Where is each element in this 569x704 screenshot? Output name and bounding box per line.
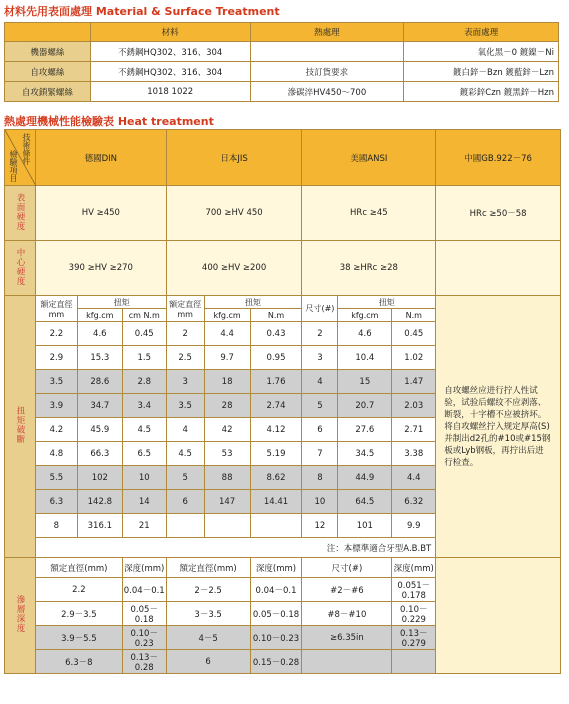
- torque-cell: 21: [122, 514, 166, 538]
- torque-cell: [166, 514, 204, 538]
- heat-cell: 滲碳淬HV450～700: [250, 82, 404, 102]
- torque-cell: 5: [166, 466, 204, 490]
- depth-cell: 0.051－0.178: [392, 578, 436, 602]
- depth-cell: 0.05－0.18: [250, 602, 302, 626]
- surface-din: HV ≥450: [35, 186, 166, 241]
- dia-b-header: 額定直徑mm: [166, 296, 204, 322]
- torque-cell: 66.3: [77, 442, 122, 466]
- heat-table: [4, 129, 561, 674]
- torque-cell: 14: [122, 490, 166, 514]
- torque-cell: 5.19: [250, 442, 302, 466]
- standard-gb: 中國GB.922－76: [436, 130, 561, 186]
- standard-ansi: 美國ANSI: [302, 130, 436, 186]
- torque-cell: 316.1: [77, 514, 122, 538]
- depth-header-row: [5, 558, 561, 578]
- depth-cell: 2.2: [35, 578, 122, 602]
- torque-cell: 2.71: [392, 418, 436, 442]
- torque-cell: 14.41: [250, 490, 302, 514]
- torque-cell: 3.5: [166, 394, 204, 418]
- size-header: 尺寸(#): [302, 296, 338, 322]
- row-label: 自攻螺絲: [5, 62, 91, 82]
- depth-cell: 4－5: [166, 626, 250, 650]
- torque-cell: 6.32: [392, 490, 436, 514]
- torque-cell: 28: [204, 394, 250, 418]
- core-ansi: 38 ≥HRc ≥28: [302, 241, 436, 296]
- torque-cell: 64.5: [338, 490, 392, 514]
- surface-ansi: HRc ≥45: [302, 186, 436, 241]
- torque-cell: 45.9: [77, 418, 122, 442]
- heat-heading: 熱處理機械性能檢驗表 Heat treatment: [4, 115, 214, 128]
- torque-cell: 6.3: [35, 490, 77, 514]
- material-row: [5, 82, 559, 102]
- torque-cell: 4.5: [122, 418, 166, 442]
- unit-nm: N.m: [392, 309, 436, 322]
- torque-cell: 1.02: [392, 346, 436, 370]
- depth-header: 額定直徑(mm): [166, 558, 250, 578]
- depth-cell: 0.10－0.229: [392, 602, 436, 626]
- torque-cell: 18: [204, 370, 250, 394]
- torque-cell: 2.2: [35, 322, 77, 346]
- unit-kgfcm: kfg.cm: [77, 309, 122, 322]
- core-gb-empty: [436, 241, 561, 296]
- depth-cell: 3.9－5.5: [35, 626, 122, 650]
- unit-kgfcm: kfg.cm: [204, 309, 250, 322]
- torque-cell: 28.6: [77, 370, 122, 394]
- torque-cell: 34.5: [338, 442, 392, 466]
- torque-cell: 2.74: [250, 394, 302, 418]
- torque-cell: 2: [166, 322, 204, 346]
- torque-cell: 2.8: [122, 370, 166, 394]
- corner-diagonal: [5, 130, 36, 186]
- depth-cell: 6: [166, 650, 250, 674]
- depth-cell: 0.04－0.1: [250, 578, 302, 602]
- depth-cell: 6.3－8: [35, 650, 122, 674]
- depth-cell: 2－2.5: [166, 578, 250, 602]
- torque-cell: 2.9: [35, 346, 77, 370]
- torque-note: 注：本標準適合牙型A.B.BT: [35, 538, 435, 558]
- core-jis: 400 ≥HV ≥200: [166, 241, 302, 296]
- torque-cell: 53: [204, 442, 250, 466]
- torque-cell: 2.5: [166, 346, 204, 370]
- torque-cell: 142.8: [77, 490, 122, 514]
- depth-cell: ≥6.35in: [302, 626, 392, 650]
- torque-cell: 4.2: [35, 418, 77, 442]
- material-cell: 不銹鋼HQ302、316、304: [90, 62, 250, 82]
- torque-cell: 102: [77, 466, 122, 490]
- depth-cell: 3－3.5: [166, 602, 250, 626]
- torque-cell: 15.3: [77, 346, 122, 370]
- surface-cell: 氧化黑－0 鍍鎳－Ni: [404, 42, 559, 62]
- torque-label: 扭矩破斷: [5, 296, 36, 558]
- torque-cell: 4: [302, 370, 338, 394]
- material-heading: 材料先用表面處理 Material & Surface Treatment: [4, 5, 280, 18]
- depth-header: 深度(mm): [122, 558, 166, 578]
- unit-kgfcm: kfg.cm: [338, 309, 392, 322]
- torque-cell: 1.5: [122, 346, 166, 370]
- torque-cell: 4.8: [35, 442, 77, 466]
- depth-header: 尺寸(#): [302, 558, 392, 578]
- depth-header: 額定直徑(mm): [35, 558, 122, 578]
- torque-cell: 7: [302, 442, 338, 466]
- torque-cell: 8.62: [250, 466, 302, 490]
- torque-cell: 4.12: [250, 418, 302, 442]
- torque-cell: 3: [302, 346, 338, 370]
- depth-cell: 0.10－0.23: [122, 626, 166, 650]
- torque-cell: 1.76: [250, 370, 302, 394]
- torque-cell: 8: [35, 514, 77, 538]
- heat-cell: [250, 42, 404, 62]
- torque-header-row: [5, 296, 561, 309]
- torque-cell: 2: [302, 322, 338, 346]
- surface-cell: 鍍彩鋅Czn 鍍黑鋅－Hzn: [404, 82, 559, 102]
- torque-cell: 3: [166, 370, 204, 394]
- torque-cell: 6.5: [122, 442, 166, 466]
- material-cell: 不銹鋼HQ302、316、304: [90, 42, 250, 62]
- torque-cell: 101: [338, 514, 392, 538]
- torque-cell: 9.9: [392, 514, 436, 538]
- material-corner: [5, 23, 91, 42]
- torque-cell: 5.5: [35, 466, 77, 490]
- material-table: [4, 22, 559, 102]
- depth-cell: 0.05－0.18: [122, 602, 166, 626]
- torque-cell: 20.7: [338, 394, 392, 418]
- heat-cell: 技訂貨要求: [250, 62, 404, 82]
- depth-header: 深度(mm): [392, 558, 436, 578]
- heat-header: 熱處理: [250, 23, 404, 42]
- standard-din: 德國DIN: [35, 130, 166, 186]
- torque-cell: 8: [302, 466, 338, 490]
- torque-cell: 10: [302, 490, 338, 514]
- depth-cell: 0.10－0.23: [250, 626, 302, 650]
- torque-cell: 10.4: [338, 346, 392, 370]
- core-hardness-label: 中心硬度: [5, 241, 36, 296]
- surface-header: 表面處理: [404, 23, 559, 42]
- corner-bottom-label: 檢驗項目: [9, 150, 18, 182]
- torque-cell: 4.4: [392, 466, 436, 490]
- surface-gb: HRc ≥50－58: [436, 186, 561, 241]
- depth-cell: 0.13－0.28: [122, 650, 166, 674]
- torque-cell: 4: [166, 418, 204, 442]
- torque-cell: 0.45: [392, 322, 436, 346]
- torque-cell: 10: [122, 466, 166, 490]
- torque-cell: 27.6: [338, 418, 392, 442]
- torque-cell: 88: [204, 466, 250, 490]
- depth-header: 深度(mm): [250, 558, 302, 578]
- corner-top-label: 技術條件: [21, 133, 31, 165]
- torque-cell: 9.7: [204, 346, 250, 370]
- torque-cell: 5: [302, 394, 338, 418]
- torque-cell: 4.5: [166, 442, 204, 466]
- core-hardness-row: [5, 241, 561, 296]
- depth-side-blank: [436, 558, 561, 674]
- torque-cell: 44.9: [338, 466, 392, 490]
- depth-cell: #2－#6: [302, 578, 392, 602]
- row-label: 機器螺絲: [5, 42, 91, 62]
- torque-cell: 2.03: [392, 394, 436, 418]
- material-cell: 1018 1022: [90, 82, 250, 102]
- unit-cmnm: cm N.m: [122, 309, 166, 322]
- depth-cell: [392, 650, 436, 674]
- standard-jis: 日本JIS: [166, 130, 302, 186]
- torque-cell: 4.6: [338, 322, 392, 346]
- torque-cell: 3.4: [122, 394, 166, 418]
- torque-b-header: 扭矩: [204, 296, 302, 309]
- material-row: [5, 42, 559, 62]
- torque-cell: [250, 514, 302, 538]
- depth-cell: #8－#10: [302, 602, 392, 626]
- torque-a-header: 扭矩: [77, 296, 166, 309]
- standards-row: [5, 130, 561, 186]
- torque-cell: 3.9: [35, 394, 77, 418]
- material-header: 材料: [90, 23, 250, 42]
- dia-a-header: 額定直徑mm: [35, 296, 77, 322]
- material-header-row: [5, 23, 559, 42]
- depth-label: 滲層深度: [5, 558, 36, 674]
- torque-cell: 6: [166, 490, 204, 514]
- depth-cell: [302, 650, 392, 674]
- torque-cell: 3.38: [392, 442, 436, 466]
- torque-cell: 0.95: [250, 346, 302, 370]
- depth-cell: 2.9－3.5: [35, 602, 122, 626]
- row-label: 自攻鎖緊螺絲: [5, 82, 91, 102]
- torque-cell: 34.7: [77, 394, 122, 418]
- torque-cell: 0.45: [122, 322, 166, 346]
- unit-nm: N.m: [250, 309, 302, 322]
- depth-cell: 0.13－0.279: [392, 626, 436, 650]
- torque-cell: 4.6: [77, 322, 122, 346]
- torque-cell: [204, 514, 250, 538]
- torque-cell: 12: [302, 514, 338, 538]
- surface-hardness-label: 表面硬度: [5, 186, 36, 241]
- side-note: 自攻螺丝应进行拧人性试验，试验后螺纹不应剥落、断裂，十字槽不应被挤坏。将自攻螺丝拧入规定厚高(S)并制出d2孔的#10或#15钢板或Lyb钢板，再拧出后进行检查。: [436, 296, 561, 558]
- torque-cell: 1.47: [392, 370, 436, 394]
- torque-cell: 147: [204, 490, 250, 514]
- material-row: [5, 62, 559, 82]
- torque-cell: 15: [338, 370, 392, 394]
- torque-cell: 6: [302, 418, 338, 442]
- depth-cell: 0.15－0.28: [250, 650, 302, 674]
- torque-cell: 4.4: [204, 322, 250, 346]
- surface-jis: 700 ≥HV 450: [166, 186, 302, 241]
- torque-cell: 0.43: [250, 322, 302, 346]
- torque-cell: 3.5: [35, 370, 77, 394]
- surface-hardness-row: [5, 186, 561, 241]
- core-din: 390 ≥HV ≥270: [35, 241, 166, 296]
- torque-c-header: 扭矩: [338, 296, 436, 309]
- surface-cell: 鍍白鋅－Bzn 鍍藍鋅－Lzn: [404, 62, 559, 82]
- depth-cell: 0.04－0.1: [122, 578, 166, 602]
- torque-cell: 42: [204, 418, 250, 442]
